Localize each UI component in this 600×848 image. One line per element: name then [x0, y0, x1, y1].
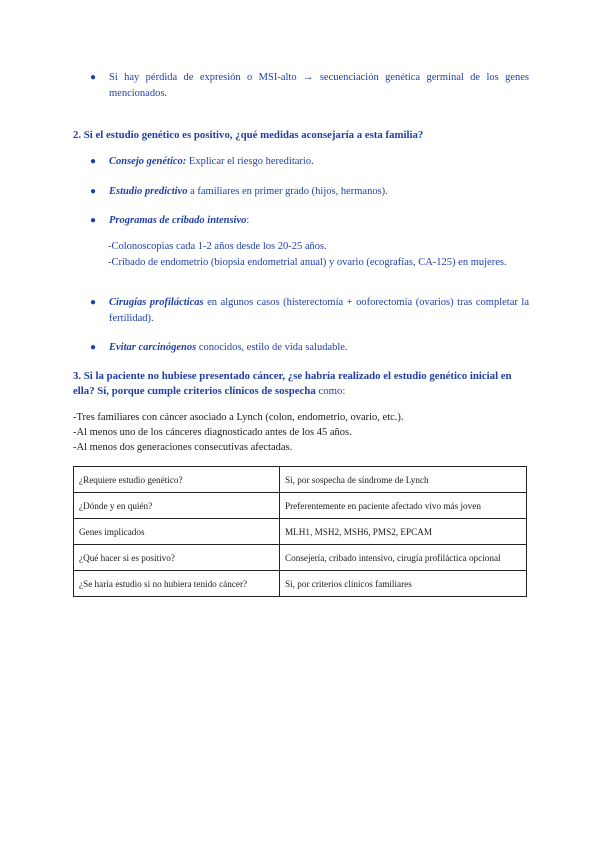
table-row [74, 519, 527, 545]
table-cell-answer: Sí, por sospecha de síndrome de Lynch [280, 467, 527, 493]
table-cell-question: ¿Qué hacer si es positivo? [74, 545, 280, 571]
item-text: Explicar el riesgo hereditario. [186, 156, 314, 167]
table-row [74, 571, 527, 597]
item-label: Estudio predictivo [109, 186, 188, 197]
criteria-line: -Al menos uno de los cánceres diagnosticado antes de los 45 años. [73, 427, 352, 438]
summary-table [73, 466, 527, 597]
screening-line: -Colonoscopias cada 1-2 años desde los 20-25 años. [108, 241, 327, 252]
table-cell-answer: Preferentemente en paciente afectado vivo más joven [280, 493, 527, 519]
bullet-icon: ● [90, 215, 97, 226]
item-text: en algunos casos (histerectomía + ooforectomía (ovarios) tras completar la fertilidad). [109, 297, 529, 324]
item-text: : [246, 215, 250, 226]
criteria-line: -Al menos dos generaciones consecutivas afectadas. [73, 442, 293, 453]
screening-line: -Cribado de endometrio (biopsia endometrial anual) y ovario (ecografías, CA-125) en mujeres. [108, 257, 507, 268]
section-heading-tail: como: [315, 385, 346, 397]
section-heading: 2. Si el estudio genético es positivo, ¿qué medidas aconsejaría a esta familia? [73, 129, 424, 141]
bullet-icon: ● [90, 186, 97, 197]
table-cell-answer: Consejería, cribado intensivo, cirugía profiláctica opcional [280, 545, 527, 571]
bullet-icon: ● [90, 342, 97, 353]
bullet-icon: ● [90, 297, 97, 308]
table-cell-question: ¿Requiere estudio genético? [74, 467, 280, 493]
table-row [74, 545, 527, 571]
item-label: Cirugías profilácticas [109, 297, 204, 308]
bullet-icon: ● [90, 72, 97, 83]
item-label: Consejo genético: [109, 156, 187, 167]
item-text: conocidos, estilo de vida saludable. [196, 342, 348, 353]
table-row [74, 493, 527, 519]
table-cell-question: ¿Se haría estudio si no hubiera tenido cáncer? [74, 571, 280, 597]
table-row [74, 467, 527, 493]
criteria-line: -Tres familiares con cáncer asociado a Lynch (colon, endometrio, ovario, etc.). [73, 412, 404, 423]
bullet-text: Si hay pérdida de expresión o MSI-alto → secuenciación genética germinal de los genes mencionados. [109, 72, 529, 99]
item-label: Programas de cribado intensivo [109, 215, 247, 226]
table-cell-question: ¿Dónde y en quién? [74, 493, 280, 519]
section-heading [73, 369, 529, 399]
table-cell-answer: Sí, por criterios clínicos familiares [280, 571, 527, 597]
table-cell-question: Genes implicados [74, 519, 280, 545]
table-cell-answer: MLH1, MSH2, MSH6, PMS2, EPCAM [280, 519, 527, 545]
section-heading-bold: 3. Si la paciente no hubiese presentado cáncer, ¿se habría realizado el estudio genético inicial en ella? Sí, porque cumple criterios clínicos de sospecha [73, 370, 512, 397]
item-text: a familiares en primer grado (hijos, hermanos). [187, 186, 388, 197]
bullet-icon: ● [90, 156, 97, 167]
item-label: Evitar carcinógenos [109, 342, 197, 353]
